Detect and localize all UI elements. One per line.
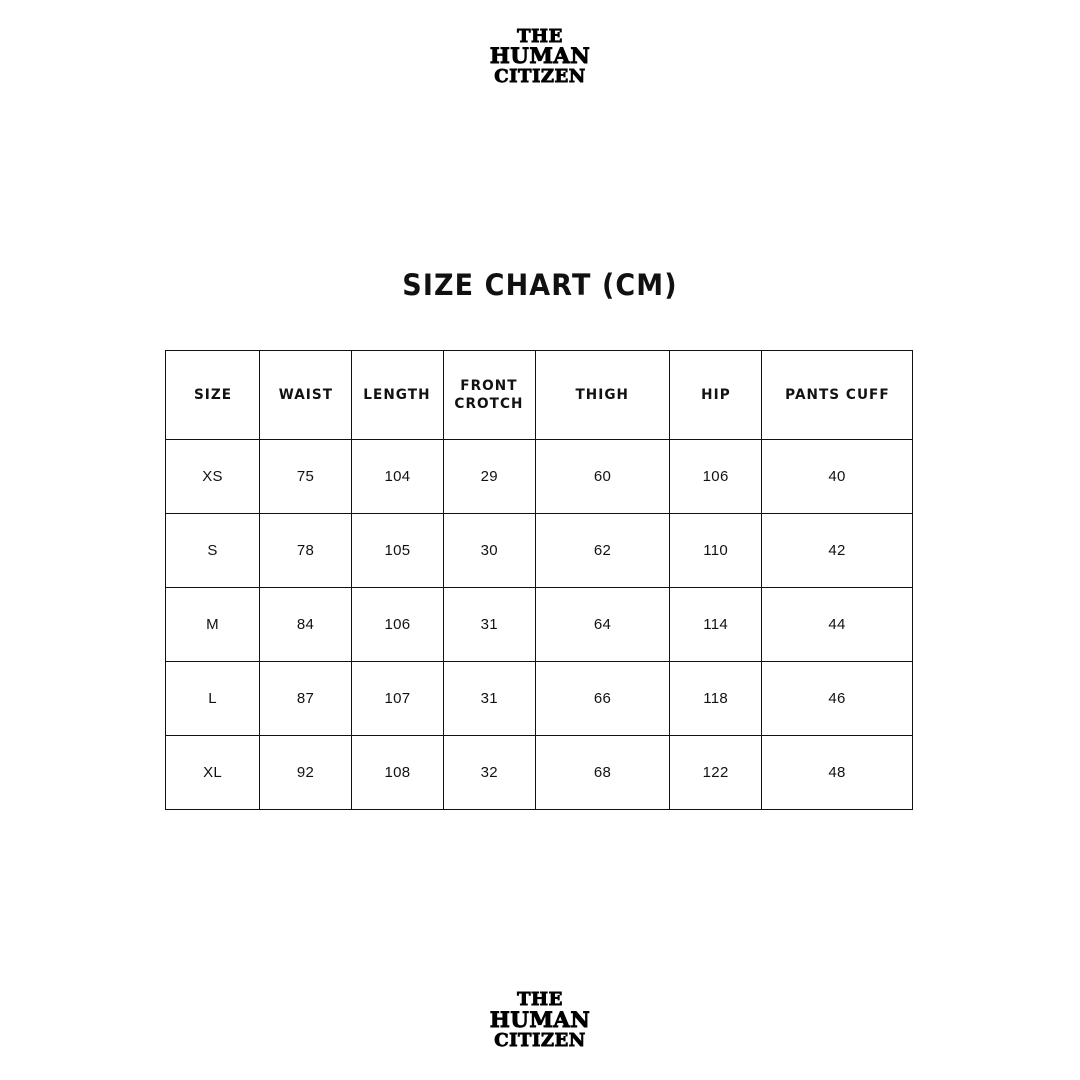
table-header-row [166, 351, 913, 440]
cell-pants-cuff: 42 [762, 514, 913, 588]
cell-length: 106 [351, 588, 443, 662]
cell-front-crotch: 32 [443, 736, 535, 810]
cell-thigh: 62 [535, 514, 669, 588]
cell-waist: 84 [260, 588, 352, 662]
cell-thigh: 68 [535, 736, 669, 810]
column-header-front-crotch [446, 351, 532, 440]
cell-waist: 92 [260, 736, 352, 810]
brand-logo-top [0, 28, 1080, 87]
table-row [166, 440, 913, 514]
page-title: SIZE CHART (CM) [402, 268, 678, 302]
column-header-front-crotch-line2: CROTCH [454, 396, 524, 412]
cell-thigh: 64 [535, 588, 669, 662]
cell-hip: 118 [670, 662, 762, 736]
size-chart-table-wrapper [165, 350, 913, 810]
cell-front-crotch: 31 [443, 662, 535, 736]
column-header-length: LENGTH [354, 351, 440, 440]
column-header-front-crotch-line1: FRONT [460, 377, 518, 394]
cell-length: 107 [351, 662, 443, 736]
brand-line-3: CITIZEN [494, 1029, 586, 1051]
cell-pants-cuff: 48 [762, 736, 913, 810]
cell-hip: 114 [670, 588, 762, 662]
cell-length: 108 [351, 736, 443, 810]
cell-size: XS [166, 440, 260, 514]
table-row [166, 588, 913, 662]
size-chart-table [165, 350, 913, 810]
column-header-size: SIZE [168, 351, 256, 440]
brand-line-1: THE [517, 989, 563, 1011]
cell-pants-cuff: 44 [762, 588, 913, 662]
table-row [166, 736, 913, 810]
brand-logo-bottom [0, 991, 1080, 1050]
cell-thigh: 66 [535, 662, 669, 736]
cell-length: 105 [351, 514, 443, 588]
table-row [166, 514, 913, 588]
cell-thigh: 60 [535, 440, 669, 514]
column-header-hip: HIP [672, 351, 758, 440]
column-header-pants-cuff: PANTS CUFF [766, 351, 908, 440]
cell-length: 104 [351, 440, 443, 514]
cell-pants-cuff: 46 [762, 662, 913, 736]
cell-waist: 78 [260, 514, 352, 588]
cell-size: XL [166, 736, 260, 810]
brand-line-2: HUMAN [489, 1007, 591, 1033]
cell-front-crotch: 30 [443, 514, 535, 588]
column-header-thigh: THIGH [539, 351, 665, 440]
brand-line-3: CITIZEN [494, 66, 586, 88]
brand-line-1: THE [517, 26, 563, 47]
table-row [166, 662, 913, 736]
cell-front-crotch: 31 [443, 588, 535, 662]
column-header-waist: WAIST [262, 351, 348, 440]
cell-hip: 122 [670, 736, 762, 810]
cell-size: L [166, 662, 260, 736]
cell-hip: 110 [670, 514, 762, 588]
cell-size: S [166, 514, 260, 588]
brand-line-2: HUMAN [489, 44, 591, 70]
cell-waist: 75 [260, 440, 352, 514]
cell-hip: 106 [670, 440, 762, 514]
cell-pants-cuff: 40 [762, 440, 913, 514]
cell-front-crotch: 29 [443, 440, 535, 514]
cell-waist: 87 [260, 662, 352, 736]
cell-size: M [166, 588, 260, 662]
